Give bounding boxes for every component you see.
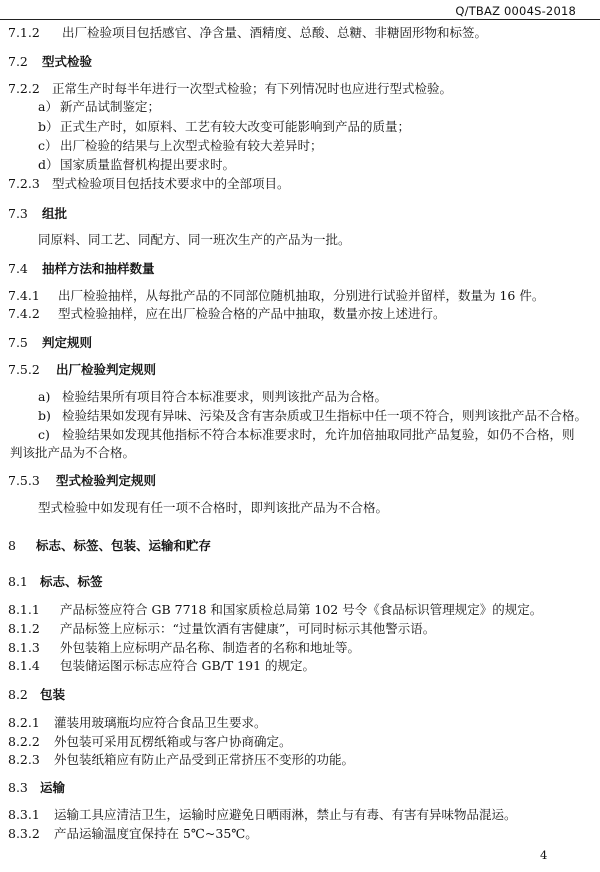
paragraph-7-3: 同原料、同工艺、同配方、同一班次生产的产品为一批。 [38, 232, 351, 247]
clause-text: 产品标签上应标示：“过量饮酒有害健康”，可同时标示其他警示语。 [60, 621, 436, 636]
heading-number: 8.2 [8, 687, 28, 702]
clause-text: 型式检验抽样，应在出厂检验合格的产品中抽取，数量亦按上述进行。 [58, 306, 446, 321]
heading-number: 8 [8, 538, 16, 553]
clause-8-2-2 [8, 733, 292, 750]
heading-number: 7.5.2 [8, 362, 40, 377]
clause-number: 8.1.4 [8, 658, 40, 673]
clause-number: 7.2.2 [8, 81, 40, 96]
clause-number: 7.2.3 [8, 176, 40, 191]
document-code: Q/TBAZ 0004S-2018 [455, 4, 576, 18]
rule-item-a [38, 388, 387, 405]
clause-8-1-2 [8, 620, 435, 637]
list-text: 检验结果如发现有异味、污染及含有害杂质或卫生指标中任一项不符合，则判该批产品不合格。 [62, 408, 588, 423]
list-text: 检验结果所有项目符合本标准要求，则判该批产品为合格。 [62, 389, 388, 404]
heading-8-1 [8, 573, 103, 590]
clause-number: 8.2.2 [8, 734, 40, 749]
clause-text: 型式检验项目包括技术要求中的全部项目。 [52, 176, 290, 191]
clause-8-2-1 [8, 714, 267, 731]
list-text: 新产品试制鉴定； [60, 99, 161, 114]
list-text: 正式生产时，如原料、工艺有较大改变可能影响到产品的质量； [60, 119, 411, 134]
list-text: 检验结果如发现其他指标不符合本标准要求时，允许加倍抽取同批产品复验，如仍不合格，则 [62, 427, 575, 442]
clause-8-3-2 [8, 825, 258, 842]
list-marker: c) [38, 427, 50, 442]
clause-number: 8.1.1 [8, 602, 40, 617]
list-item-d [38, 156, 235, 173]
heading-number: 8.1 [8, 574, 28, 589]
clause-number: 8.1.3 [8, 640, 40, 655]
clause-7-2-3 [8, 175, 290, 192]
heading-text: 抽样方法和抽样数量 [42, 261, 155, 276]
clause-7-1-2 [8, 24, 487, 41]
clause-7-4-1 [8, 287, 544, 304]
list-marker: a) [38, 389, 51, 404]
list-marker: c） [38, 138, 58, 153]
heading-7-3 [8, 205, 67, 222]
heading-text: 型式检验 [42, 54, 93, 69]
clause-text: 外包装纸箱应有防止产品受到正常挤压不变形的功能。 [54, 752, 355, 767]
clause-7-2-2 [8, 80, 452, 97]
heading-7-5-3 [8, 472, 156, 489]
heading-number: 7.5 [8, 335, 28, 350]
heading-text: 标志、标签、包装、运输和贮存 [36, 538, 212, 553]
heading-7-5-2 [8, 361, 156, 378]
heading-8-2 [8, 686, 65, 703]
heading-number: 7.4 [8, 261, 28, 276]
list-marker: a） [38, 99, 58, 114]
clause-8-1-4 [8, 657, 315, 674]
clause-8-3-1 [8, 806, 517, 823]
clause-number: 8.2.1 [8, 715, 40, 730]
clause-number: 7.4.1 [8, 288, 40, 303]
list-item-b [38, 118, 410, 135]
paragraph-7-5-3: 型式检验中如发现有任一项不合格时，即判该批产品为不合格。 [38, 500, 389, 515]
list-text: 国家质量监督机构提出要求时。 [60, 157, 236, 172]
list-marker: b） [38, 119, 59, 134]
heading-8 [8, 537, 211, 554]
clause-text: 运输工具应清洁卫生，运输时应避免日晒雨淋，禁止与有毒、有害有异味物品混运。 [54, 807, 517, 822]
heading-text: 出厂检验判定规则 [56, 362, 157, 377]
clause-number: 8.3.1 [8, 807, 40, 822]
header-rule [0, 19, 600, 20]
heading-number: 7.3 [8, 206, 28, 221]
clause-8-1-3 [8, 639, 360, 656]
heading-number: 7.5.3 [8, 473, 40, 488]
clause-number: 8.3.2 [8, 826, 40, 841]
clause-8-2-3 [8, 751, 354, 768]
clause-number: 7.1.2 [8, 25, 40, 40]
list-item-c [38, 137, 323, 154]
clause-text: 产品运输温度宜保持在 5℃~35℃。 [54, 826, 258, 841]
clause-text: 外包装可采用瓦楞纸箱或与客户协商确定。 [54, 734, 292, 749]
clause-7-4-2 [8, 305, 446, 322]
clause-text: 外包装箱上应标明产品名称、制造者的名称和地址等。 [60, 640, 361, 655]
page-number: 4 [540, 848, 548, 862]
list-item-a [38, 98, 160, 115]
list-text: 出厂检验的结果与上次型式检验有较大差异时； [60, 138, 323, 153]
rule-item-b [38, 407, 587, 424]
heading-7-5 [8, 334, 92, 351]
clause-text: 出厂检验项目包括感官、净含量、酒精度、总酸、总糖、非糖固形物和标签。 [62, 25, 488, 40]
rule-item-c-continued: 判该批产品为不合格。 [10, 445, 136, 460]
clause-number: 8.2.3 [8, 752, 40, 767]
clause-text: 产品标签应符合 GB 7718 和国家质检总局第 102 号令《食品标识管理规定》的规定。 [60, 602, 543, 617]
heading-text: 标志、标签 [40, 574, 103, 589]
heading-text: 组批 [42, 206, 68, 221]
rule-item-c [38, 426, 575, 443]
clause-text: 出厂检验抽样，从每批产品的不同部位随机抽取，分别进行试验并留样，数量为 16 件。 [58, 288, 545, 303]
heading-number: 7.2 [8, 54, 28, 69]
heading-text: 运输 [40, 780, 66, 795]
heading-text: 判定规则 [42, 335, 93, 350]
list-marker: d） [38, 157, 59, 172]
heading-text: 型式检验判定规则 [56, 473, 157, 488]
clause-text: 包装储运图示标志应符合 GB/T 191 的规定。 [60, 658, 315, 673]
heading-number: 8.3 [8, 780, 28, 795]
clause-text: 正常生产时每半年进行一次型式检验；有下列情况时也应进行型式检验。 [52, 81, 453, 96]
heading-8-3 [8, 779, 65, 796]
list-marker: b) [38, 408, 51, 423]
clause-text: 灌装用玻璃瓶均应符合食品卫生要求。 [54, 715, 267, 730]
clause-8-1-1 [8, 601, 542, 618]
clause-number: 7.4.2 [8, 306, 40, 321]
heading-7-2 [8, 53, 92, 70]
heading-text: 包装 [40, 687, 66, 702]
clause-number: 8.1.2 [8, 621, 40, 636]
heading-7-4 [8, 260, 155, 277]
